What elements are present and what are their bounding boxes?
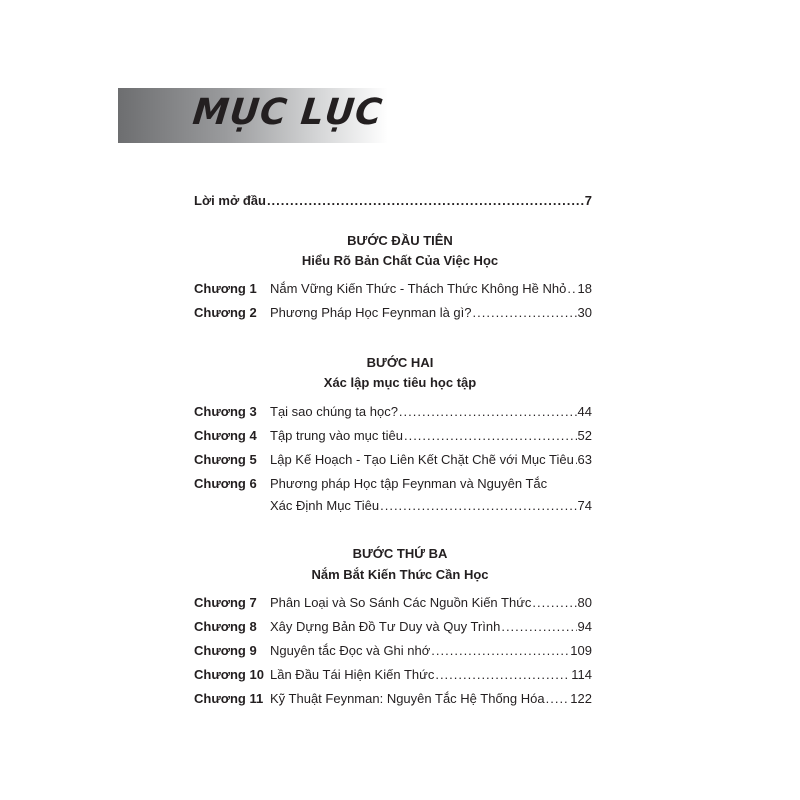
dot-leader (501, 618, 576, 636)
chapter-label: Chương 11 (194, 691, 264, 706)
toc-entry-chapter-5[interactable] (194, 451, 592, 469)
chapter-title: Phương pháp Học tập Feynman và Nguyên Tắc (270, 476, 548, 491)
chapter-title: Lần Đầu Tái Hiện Kiến Thức (270, 667, 435, 682)
chapter-title: Kỹ Thuật Feynman: Nguyên Tắc Hệ Thống Hóa (270, 691, 545, 706)
chapter-page: 114 (571, 667, 592, 682)
toc-entry-chapter-1[interactable] (194, 280, 592, 298)
dot-leader (399, 403, 577, 421)
chapter-label: Chương 10 (194, 667, 264, 682)
part-subtitle: Xác lập mục tiêu học tập (323, 375, 477, 390)
page-title: MỤC LỤC (190, 92, 385, 133)
toc-entry-chapter-4[interactable] (194, 427, 592, 445)
chapter-page: 18 (577, 281, 592, 296)
chapter-title: Tập trung vào mục tiêu (270, 428, 403, 443)
chapter-title: Tại sao chúng ta học? (270, 404, 398, 419)
toc-entry-chapter-6[interactable] (194, 475, 592, 493)
toc-entry-chapter-8[interactable] (194, 618, 592, 636)
chapter-label: Chương 5 (194, 452, 257, 467)
toc-entry-page: 7 (584, 193, 592, 208)
chapter-label: Chương 6 (194, 476, 257, 491)
toc-entry-chapter-3[interactable] (194, 403, 592, 421)
dot-leader (567, 280, 576, 298)
part-step: BƯỚC THỨ BA (352, 546, 448, 561)
chapter-page: 80 (577, 595, 592, 610)
chapter-page: 122 (570, 691, 592, 706)
chapter-page: 109 (570, 643, 592, 658)
chapter-page: 94 (577, 619, 592, 634)
dot-leader (575, 451, 577, 469)
chapter-title: Lập Kế Hoạch - Tạo Liên Kết Chặt Chẽ với Mục Tiêu (270, 452, 574, 467)
dot-leader (473, 304, 577, 322)
toc-entry-intro[interactable] (194, 192, 592, 210)
dot-leader (380, 497, 576, 515)
chapter-title: Nguyên tắc Đọc và Ghi nhớ (270, 643, 431, 658)
chapter-label: Chương 7 (194, 595, 257, 610)
chapter-label: Chương 3 (194, 404, 257, 419)
dot-leader (546, 690, 570, 708)
toc-entry-chapter-9[interactable] (194, 642, 592, 660)
dot-leader (532, 594, 576, 612)
chapter-page: 52 (577, 428, 592, 443)
dot-leader (404, 427, 577, 445)
chapter-label: Chương 1 (194, 281, 257, 296)
chapter-page: 44 (577, 404, 592, 419)
chapter-page: 63 (577, 452, 592, 467)
toc-entry-chapter-6-cont[interactable] (270, 497, 592, 515)
part-subtitle: Hiểu Rõ Bản Chất Của Việc Học (301, 253, 499, 268)
chapter-title: Phương Pháp Học Feynman là gì? (270, 305, 472, 320)
chapter-page: 30 (577, 305, 592, 320)
chapter-label: Chương 4 (194, 428, 257, 443)
part-step: BƯỚC ĐẦU TIÊN (347, 233, 453, 248)
dot-leader (267, 192, 584, 210)
chapter-label: Chương 2 (194, 305, 257, 320)
part-step: BƯỚC HAI (366, 355, 434, 370)
dot-leader (435, 666, 570, 684)
toc-entry-chapter-2[interactable] (194, 304, 592, 322)
chapter-title: Xây Dựng Bản Đồ Tư Duy và Quy Trình (270, 619, 501, 634)
toc-entry-chapter-7[interactable] (194, 594, 592, 612)
toc-entry-title: Lời mở đầu (194, 193, 266, 208)
chapter-title: Phân Loại và So Sánh Các Nguồn Kiến Thức (270, 595, 532, 610)
dot-leader (431, 642, 569, 660)
toc-entry-chapter-11[interactable] (194, 690, 592, 708)
part-subtitle: Nắm Bắt Kiến Thức Cần Học (311, 567, 489, 582)
chapter-title: Nắm Vững Kiến Thức - Thách Thức Không Hề Nhỏ (270, 281, 567, 296)
chapter-page: 74 (577, 498, 592, 513)
chapter-title-cont: Xác Định Mục Tiêu (270, 498, 380, 513)
chapter-label: Chương 8 (194, 619, 257, 634)
toc-entry-chapter-10[interactable] (194, 666, 592, 684)
chapter-label: Chương 9 (194, 643, 257, 658)
